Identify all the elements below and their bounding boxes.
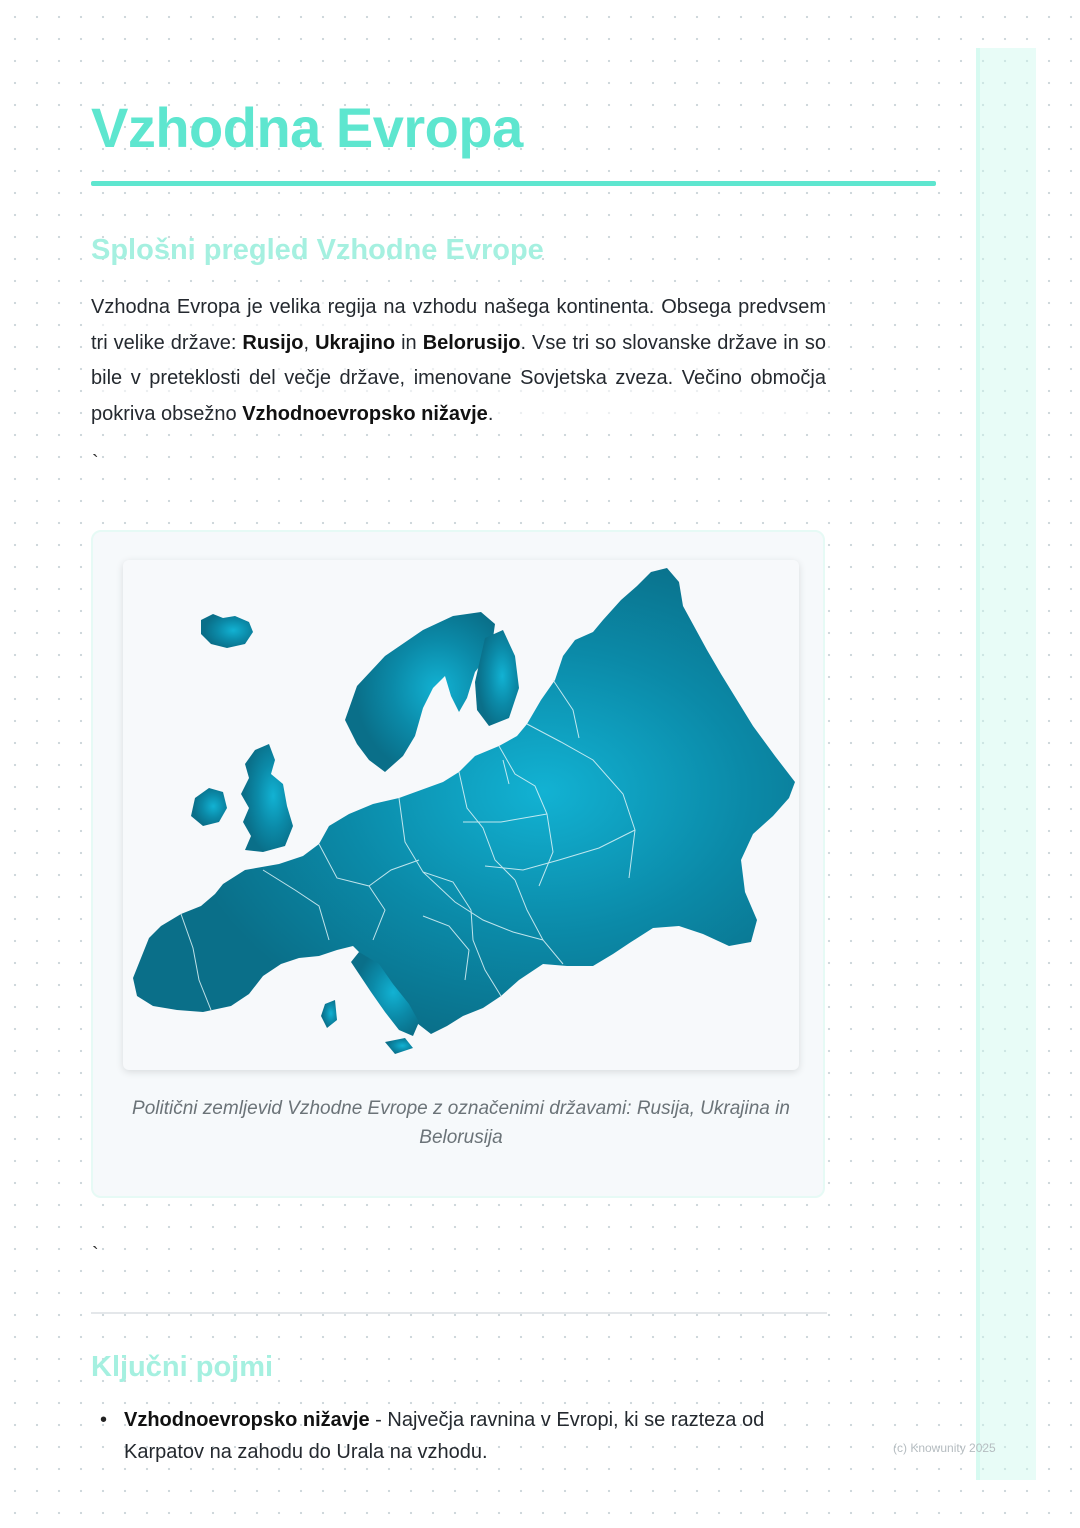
intro-sep-2: in (395, 331, 423, 354)
europe-map-frame (123, 560, 799, 1070)
scandinavia-shape (345, 612, 495, 772)
map-caption: Politični zemljevid Vzhodne Evrope z označenimi državami: Rusija, Ukrajina in Belorusija (132, 1098, 790, 1148)
intro-paragraph (91, 290, 826, 432)
intro-text-3: . (487, 402, 494, 425)
sicily-shape (385, 1038, 413, 1054)
section-divider (91, 1312, 827, 1314)
section-heading-key-terms: Ključni pojmi (91, 1351, 274, 1383)
key-terms-list (100, 1404, 800, 1468)
map-figure-card (91, 530, 825, 1198)
europe-map-image (123, 560, 799, 1070)
ireland-shape (191, 788, 227, 826)
side-margin-strip (976, 48, 1036, 1480)
intro-text-1: Vzhodna Evropa je velika regija na vzhodu našega kontinenta. Obsega predvsem tri velike države: (91, 296, 826, 354)
term-name: Vzhodnoevropsko nižavje (124, 1409, 370, 1431)
term-definition: - Največja ravnina v Evropi, ki se razteza od Karpatov na zahodu do Urala na vzhodu. (124, 1409, 765, 1463)
page-title: Vzhodna Evropa (91, 96, 523, 159)
intro-country-belarus: Belorusijo (422, 331, 521, 354)
sardinia-shape (321, 1000, 337, 1028)
title-underline (91, 181, 936, 186)
iceland-shape (201, 614, 253, 648)
great-britain-shape (241, 744, 293, 852)
stray-backtick-2: ` (92, 1244, 99, 1266)
bullet-icon: • (100, 1409, 108, 1431)
intro-text-2: . Vse tri so slovanske države in so bile v preteklosti del večje države, imenovane Sovjetska zveza. Večino območja pokriva obsežno (91, 331, 826, 425)
intro-lowland-term: Vzhodnoevropsko nižavje (242, 402, 488, 425)
copyright-notice: (c) Knowunity 2025 (893, 1441, 996, 1455)
stray-backtick-1: ` (92, 452, 99, 474)
intro-sep-1: , (303, 331, 316, 354)
intro-country-russia: Rusijo (242, 331, 304, 354)
list-item (100, 1404, 800, 1468)
intro-country-ukraine: Ukrajino (315, 331, 396, 354)
section-heading-overview: Splošni pregled Vzhodne Evrope (91, 234, 544, 266)
